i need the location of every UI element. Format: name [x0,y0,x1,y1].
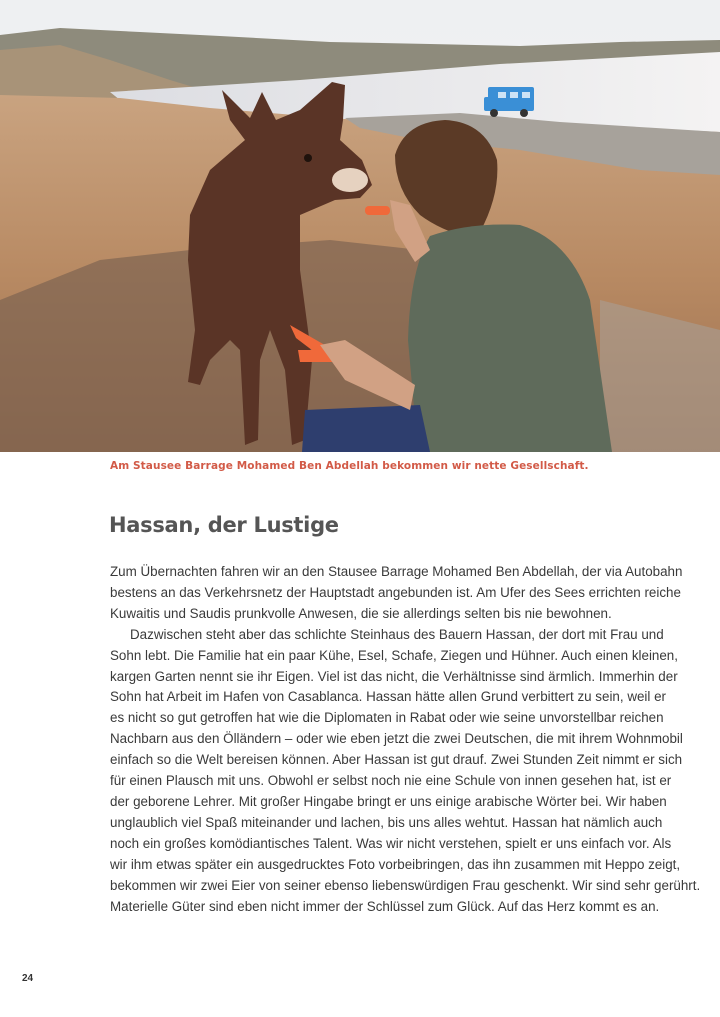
section-heading: Hassan, der Lustige [109,513,339,537]
text-line: Dazwischen steht aber das schlichte Steinhaus des Bauern Hassan, der dort mit Frau und [130,626,664,642]
text-line: Nachbarn aus den Ölländern – oder wie eben jetzt die zwei Deutschen, die mit ihrem Wohnmobil [110,731,683,747]
text-line: unglaublich viel Spaß miteinander und lachen, bis uns alles wehtut. Hassan hat nämlich auch [110,814,663,830]
page-number: 24 [22,973,34,984]
text-line: für einen Plausch mit uns. Obwohl er selbst noch nie eine Schule von innen gesehen hat, ist er [110,773,672,789]
text-line: bekommen wir zwei Eier von seiner ebenso liebenswürdigen Frau geschenkt. Wir sind sehr gerührt. [110,877,701,893]
photo-caption: Am Stausee Barrage Mohamed Ben Abdellah bekommen wir nette Gesellschaft. [110,460,589,472]
text-line: Kuwaitis und Saudis prunkvolle Anwesen, die sie allerdings selten bis nie bewohnen. [110,605,612,621]
body-text [110,562,701,917]
text-line: der geborene Lehrer. Mit großer Hingabe bringt er uns einige arabische Wörter bei. Wir haben [110,793,667,809]
text-line: Materielle Güter sind eben nicht immer der Schlüssel zum Glück. Auf das Herz kommt es an. [110,898,660,914]
photo-donkey-feeding [0,0,720,452]
text-line: Sohn hat Arbeit im Hafen von Casablanca. Hassan hätte allen Grund verbittert zu sein, weil er [110,689,667,705]
text-line: Zum Übernachten fahren wir an den Stausee Barrage Mohamed Ben Abdellah, der via Autobahn [110,564,683,579]
text-line: einfach so die Welt bereisen können. Aber Hassan ist gut drauf. Zwei Stunden Zeit nimmt er sich [110,752,683,768]
text-line: noch ein großes komödiantisches Talent. Was wir nicht verstehen, spielt er uns einfach vor. Als [110,835,672,851]
text-line: kargen Garten nennt sie ihr Eigen. Viel ist das nicht, die Verhältnisse sind ärmlich. Immerhin der [110,668,678,684]
text-line: es nicht so gut getroffen hat wie die Diplomaten in Rabat oder wie seine unvorstellbar reichen [110,710,664,726]
text-line: Sohn lebt. Die Familie hat ein paar Kühe, Esel, Schafe, Ziegen und Hühner. Auch einen kleinen, [110,647,678,663]
text-line: bestens an das Verkehrsnetz der Hauptstadt angebunden ist. Am Ufer des Sees errichten reiche [110,584,681,600]
text-line: wir ihm etwas später ein ausgedrucktes Foto vorbeibringen, das ihn zusammen mit Heppo zeigt, [110,856,681,872]
